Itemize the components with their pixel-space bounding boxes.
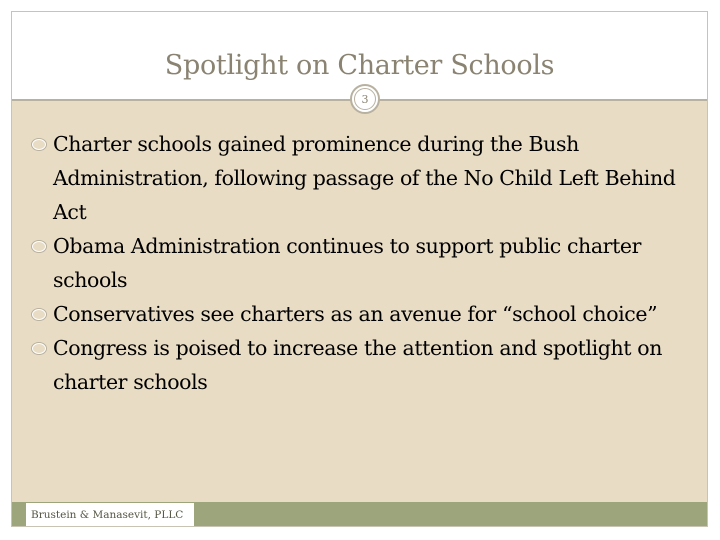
bullet-oval-icon <box>32 309 46 320</box>
bullet-text: Conservatives see charters as an avenue for “school choice” <box>53 302 658 326</box>
bullet-item <box>30 127 700 229</box>
footer-label-box <box>26 503 194 526</box>
footer-text: Brustein & Manasevit, PLLC <box>31 508 184 521</box>
bullet-text: Congress is poised to increase the attention and spotlight on charter schools <box>53 336 663 394</box>
slide-number: 3 <box>361 92 369 106</box>
bullet-list <box>30 127 700 399</box>
bullet-oval-icon <box>32 139 46 150</box>
slide-title: Spotlight on Charter Schools <box>164 50 555 81</box>
bullet-text: Charter schools gained prominence during the Bush Administration, following passage of the No Child Left Behind Act <box>53 132 676 224</box>
bullet-text: Obama Administration continues to support public charter schools <box>53 234 642 292</box>
bullet-item <box>30 297 700 331</box>
bullet-item <box>30 229 700 297</box>
bullet-item <box>30 331 700 399</box>
bullet-oval-icon <box>32 343 46 354</box>
slide-number-badge <box>350 84 380 114</box>
bullet-oval-icon <box>32 241 46 252</box>
